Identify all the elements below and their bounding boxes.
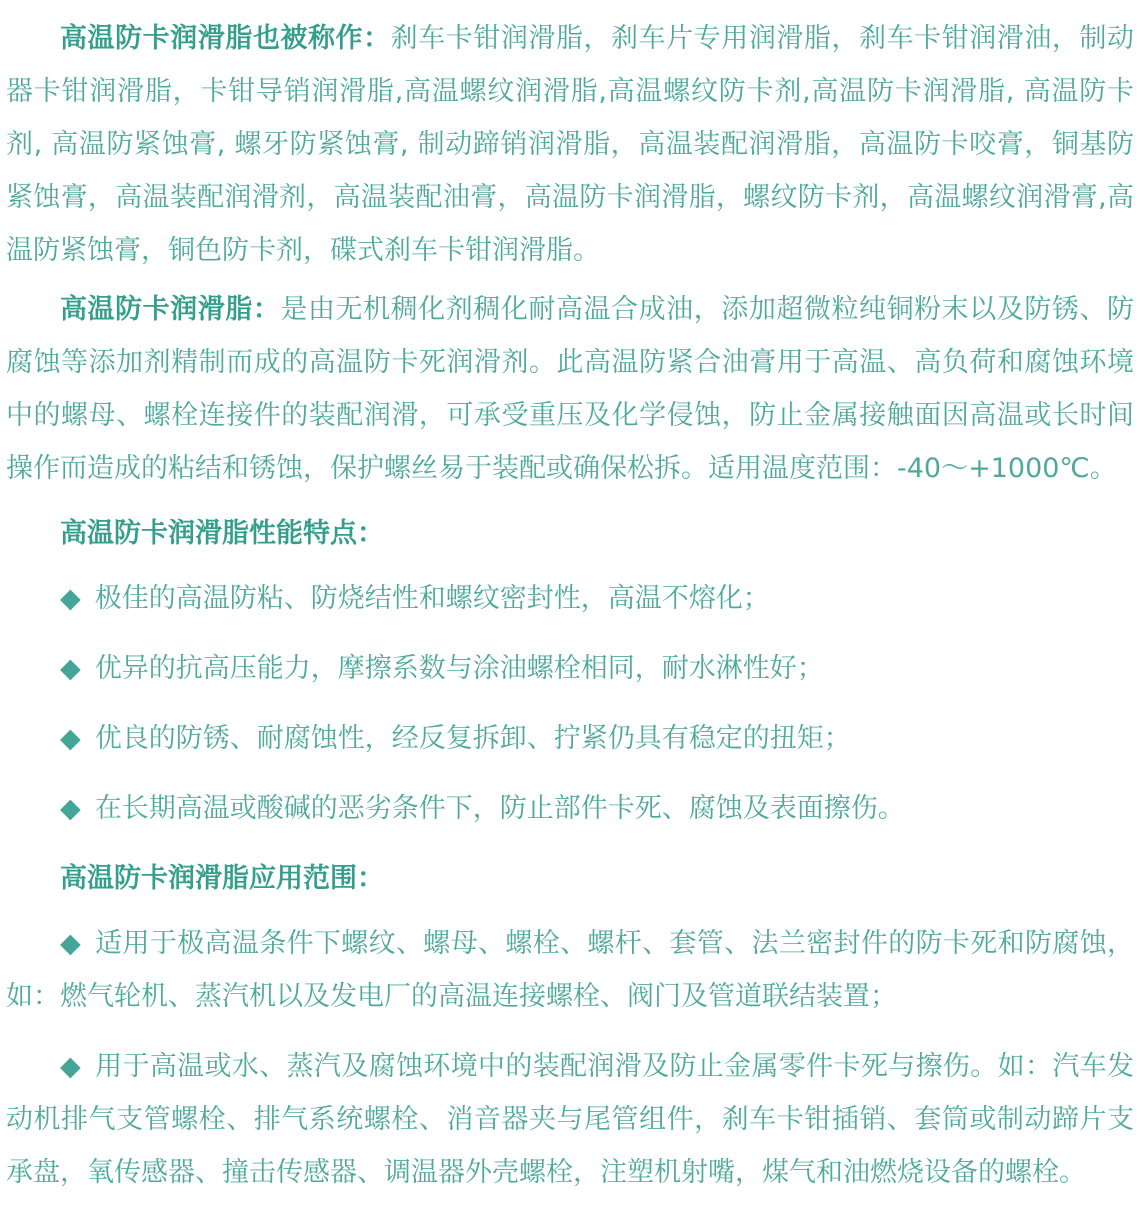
feature-item-text: 优良的防锈、耐腐蚀性，经反复拆卸、拧紧仍具有稳定的扭矩； xyxy=(94,723,851,754)
diamond-bullet-icon: ◆ xyxy=(60,1051,82,1082)
section-heading-features: 高温防卡润滑脂性能特点： xyxy=(60,518,384,549)
feature-item-text: 优异的抗高压能力，摩擦系数与涂油螺栓相同，耐水淋性好； xyxy=(94,653,824,684)
diamond-bullet-icon: ◆ xyxy=(60,723,81,754)
paragraph-alternate-names xyxy=(6,12,1134,277)
diamond-bullet-icon: ◆ xyxy=(60,793,81,824)
application-item-text: 用于高温或水、蒸汽及腐蚀环境中的装配润滑及防止金属零件卡死与擦伤。如：汽车发动机排气支管螺栓、排气系统螺栓、消音器夹与尾管组件，刹车卡钳插销、套筒或制动蹄片支承盘，氧传感器、撞击传感器、调温器外壳螺栓，注塑机射嘴，煤气和油燃烧设备的螺栓。 xyxy=(6,1051,1135,1188)
paragraph-alternate-names-body: 刹车卡钳润滑脂，刹车片专用润滑脂，刹车卡钳润滑油，制动器卡钳润滑脂，卡钳导销润滑脂,高温螺纹润滑脂,高温螺纹防卡剂,高温防卡润滑脂, 高温防卡剂, 高温防紧蚀膏, 螺牙防紧蚀膏, 制动蹄销润滑脂，高温装配润滑脂，高温防卡咬膏，铜基防紧蚀膏，高温装配润滑剂，高温装配油膏，高温防卡润滑脂，螺纹防卡剂，高温螺纹润滑膏,高温防紧蚀膏，铜色防卡剂，碟式刹车卡钳润滑脂。 xyxy=(6,23,1135,266)
feature-list-item xyxy=(6,712,1134,765)
application-list-item xyxy=(6,1040,1134,1199)
paragraph-product-description-lead: 高温防卡润滑脂： xyxy=(60,294,281,325)
feature-list-item xyxy=(6,642,1134,695)
paragraph-product-description xyxy=(6,283,1134,495)
application-list-item xyxy=(6,917,1134,1023)
application-item-text: 适用于极高温条件下螺纹、螺母、螺栓、螺杆、套管、法兰密封件的防卡死和防腐蚀，如：燃气轮机、蒸汽机以及发电厂的高温连接螺栓、阀门及管道联结装置； xyxy=(6,928,1135,1012)
diamond-bullet-icon: ◆ xyxy=(60,928,82,959)
section-heading-applications: 高温防卡润滑脂应用范围： xyxy=(60,863,384,894)
feature-item-text: 极佳的高温防粘、防烧结性和螺纹密封性，高温不熔化； xyxy=(94,583,770,614)
paragraph-alternate-names-lead: 高温防卡润滑脂也被称作： xyxy=(60,23,391,54)
diamond-bullet-icon: ◆ xyxy=(60,583,81,614)
diamond-bullet-icon: ◆ xyxy=(60,653,81,684)
feature-list-item xyxy=(6,572,1134,625)
feature-item-text: 在长期高温或酸碱的恶劣条件下，防止部件卡死、腐蚀及表面擦伤。 xyxy=(94,793,905,824)
paragraph-product-description-body: 是由无机稠化剂稠化耐高温合成油，添加超微粒纯铜粉末以及防锈、防腐蚀等添加剂精制而成的高温防卡死润滑剂。此高温防紧合油膏用于高温、高负荷和腐蚀环境中的螺母、螺栓连接件的装配润滑，可承受重压及化学侵蚀，防止金属接触面因高温或长时间操作而造成的粘结和锈蚀，保护螺丝易于装配或确保松拆。适用温度范围：-40～+1000℃。 xyxy=(6,294,1134,484)
feature-list-item xyxy=(6,782,1134,835)
